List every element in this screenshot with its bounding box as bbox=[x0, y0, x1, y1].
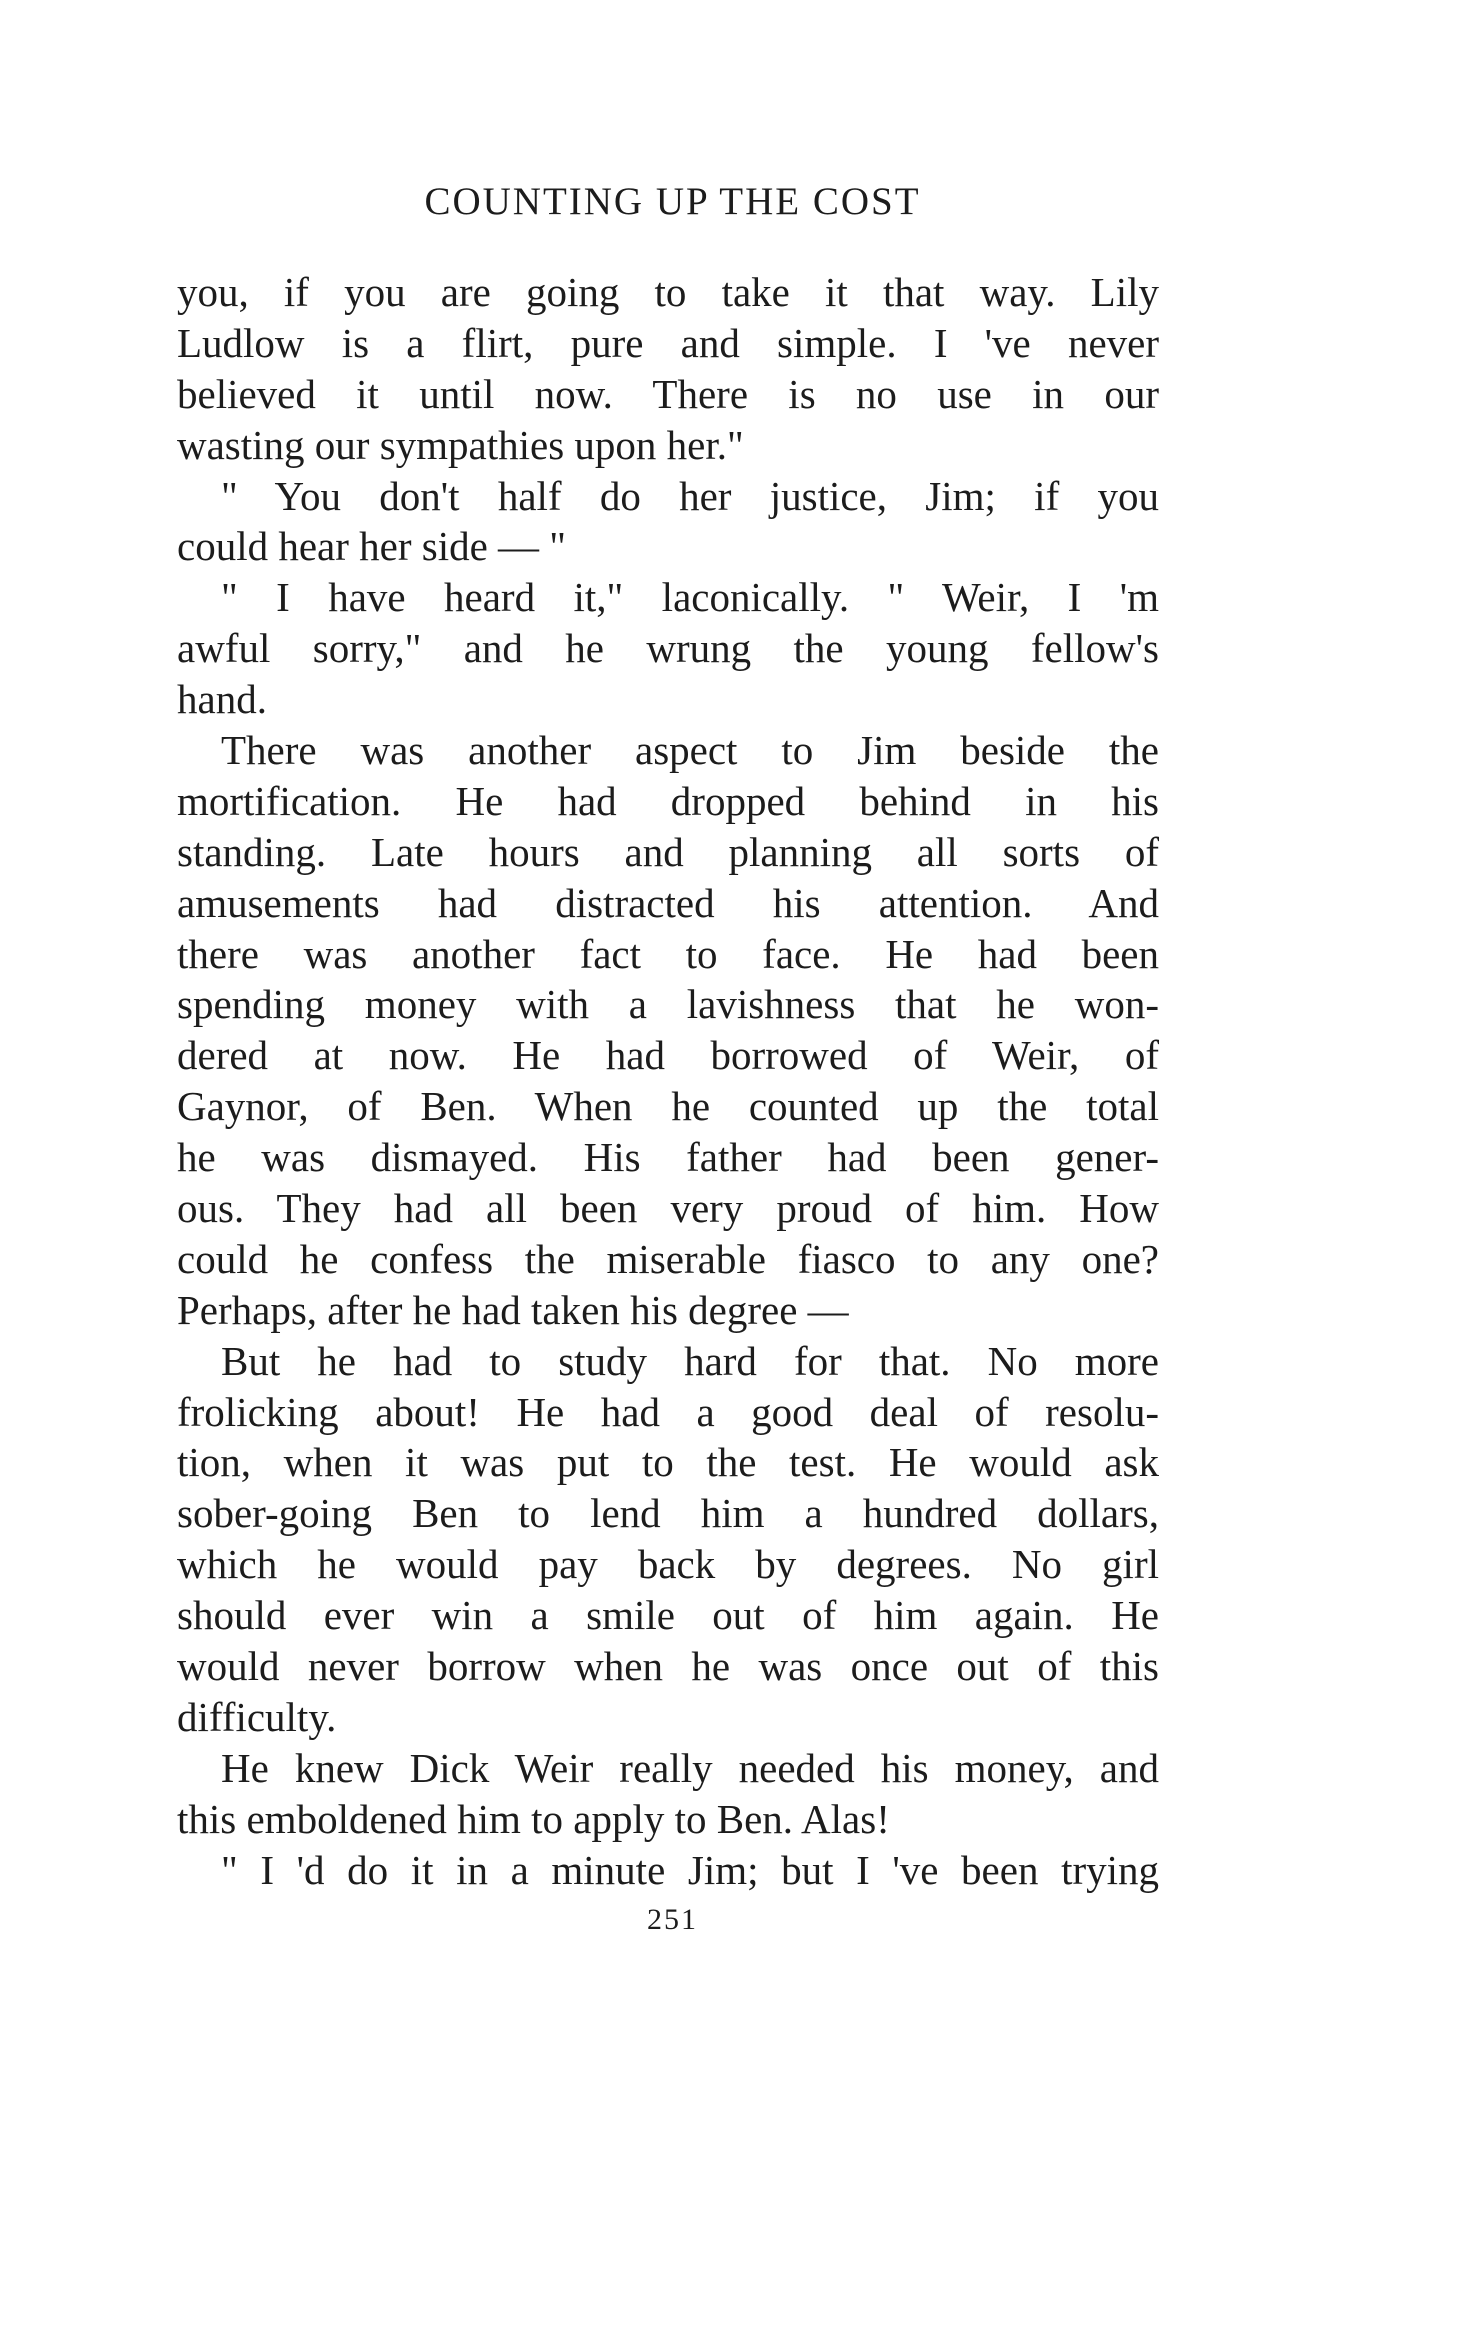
text-line: he was dismayed. His father had been gener- bbox=[177, 1134, 1159, 1181]
text-line: mortification. He had dropped behind in his bbox=[177, 777, 1159, 824]
text-line: Ludlow is a flirt, pure and simple. I 've never bbox=[177, 319, 1159, 366]
text-line: this emboldened him to apply to Ben. Alas! bbox=[177, 1795, 890, 1842]
text-line: tion, when it was put to the test. He would ask bbox=[177, 1439, 1159, 1486]
text-line: " I 'd do it in a minute Jim; but I 've been trying bbox=[221, 1846, 1159, 1893]
page-number: 251 bbox=[647, 1903, 698, 1936]
text-line: " You don't half do her justice, Jim; if you bbox=[221, 472, 1159, 519]
text-line: you, if you are going to take it that way. Lily bbox=[177, 269, 1159, 315]
text-line: should ever win a smile out of him again. He bbox=[177, 1592, 1159, 1639]
body-text bbox=[177, 267, 1159, 1896]
text-line: there was another fact to face. He had been bbox=[177, 930, 1159, 977]
text-line: ous. They had all been very proud of him. How bbox=[177, 1185, 1159, 1232]
text-line: dered at now. He had borrowed of Weir, of bbox=[177, 1032, 1159, 1079]
text-line: amusements had distracted his attention. And bbox=[177, 879, 1159, 926]
text-line: sober-going Ben to lend him a hundred dollars, bbox=[177, 1490, 1159, 1537]
text-line: But he had to study hard for that. No more bbox=[221, 1337, 1159, 1384]
text-line: could he confess the miserable fiasco to any one? bbox=[177, 1235, 1159, 1282]
text-line: spending money with a lavishness that he won- bbox=[177, 981, 1159, 1028]
text-line: " I have heard it," laconically. " Weir, I 'm bbox=[221, 574, 1159, 621]
text-line: There was another aspect to Jim beside the bbox=[221, 727, 1159, 774]
text-line: difficulty. bbox=[177, 1693, 337, 1740]
text-line: frolicking about! He had a good deal of resolu- bbox=[177, 1388, 1159, 1435]
text-line: which he would pay back by degrees. No girl bbox=[177, 1541, 1159, 1588]
text-line: wasting our sympathies upon her." bbox=[177, 421, 744, 468]
text-line: standing. Late hours and planning all sorts of bbox=[177, 828, 1159, 875]
text-line: Perhaps, after he had taken his degree — bbox=[177, 1286, 849, 1333]
running-head: COUNTING UP THE COST bbox=[424, 180, 921, 223]
text-line: hand. bbox=[177, 676, 267, 723]
text-line: believed it until now. There is no use in our bbox=[177, 370, 1159, 417]
text-line: Gaynor, of Ben. When he counted up the total bbox=[177, 1083, 1159, 1130]
text-line: could hear her side — " bbox=[177, 523, 567, 570]
text-line: He knew Dick Weir really needed his money, and bbox=[221, 1744, 1159, 1791]
text-line: awful sorry," and he wrung the young fellow's bbox=[177, 625, 1159, 672]
text-line: would never borrow when he was once out of this bbox=[177, 1643, 1159, 1690]
